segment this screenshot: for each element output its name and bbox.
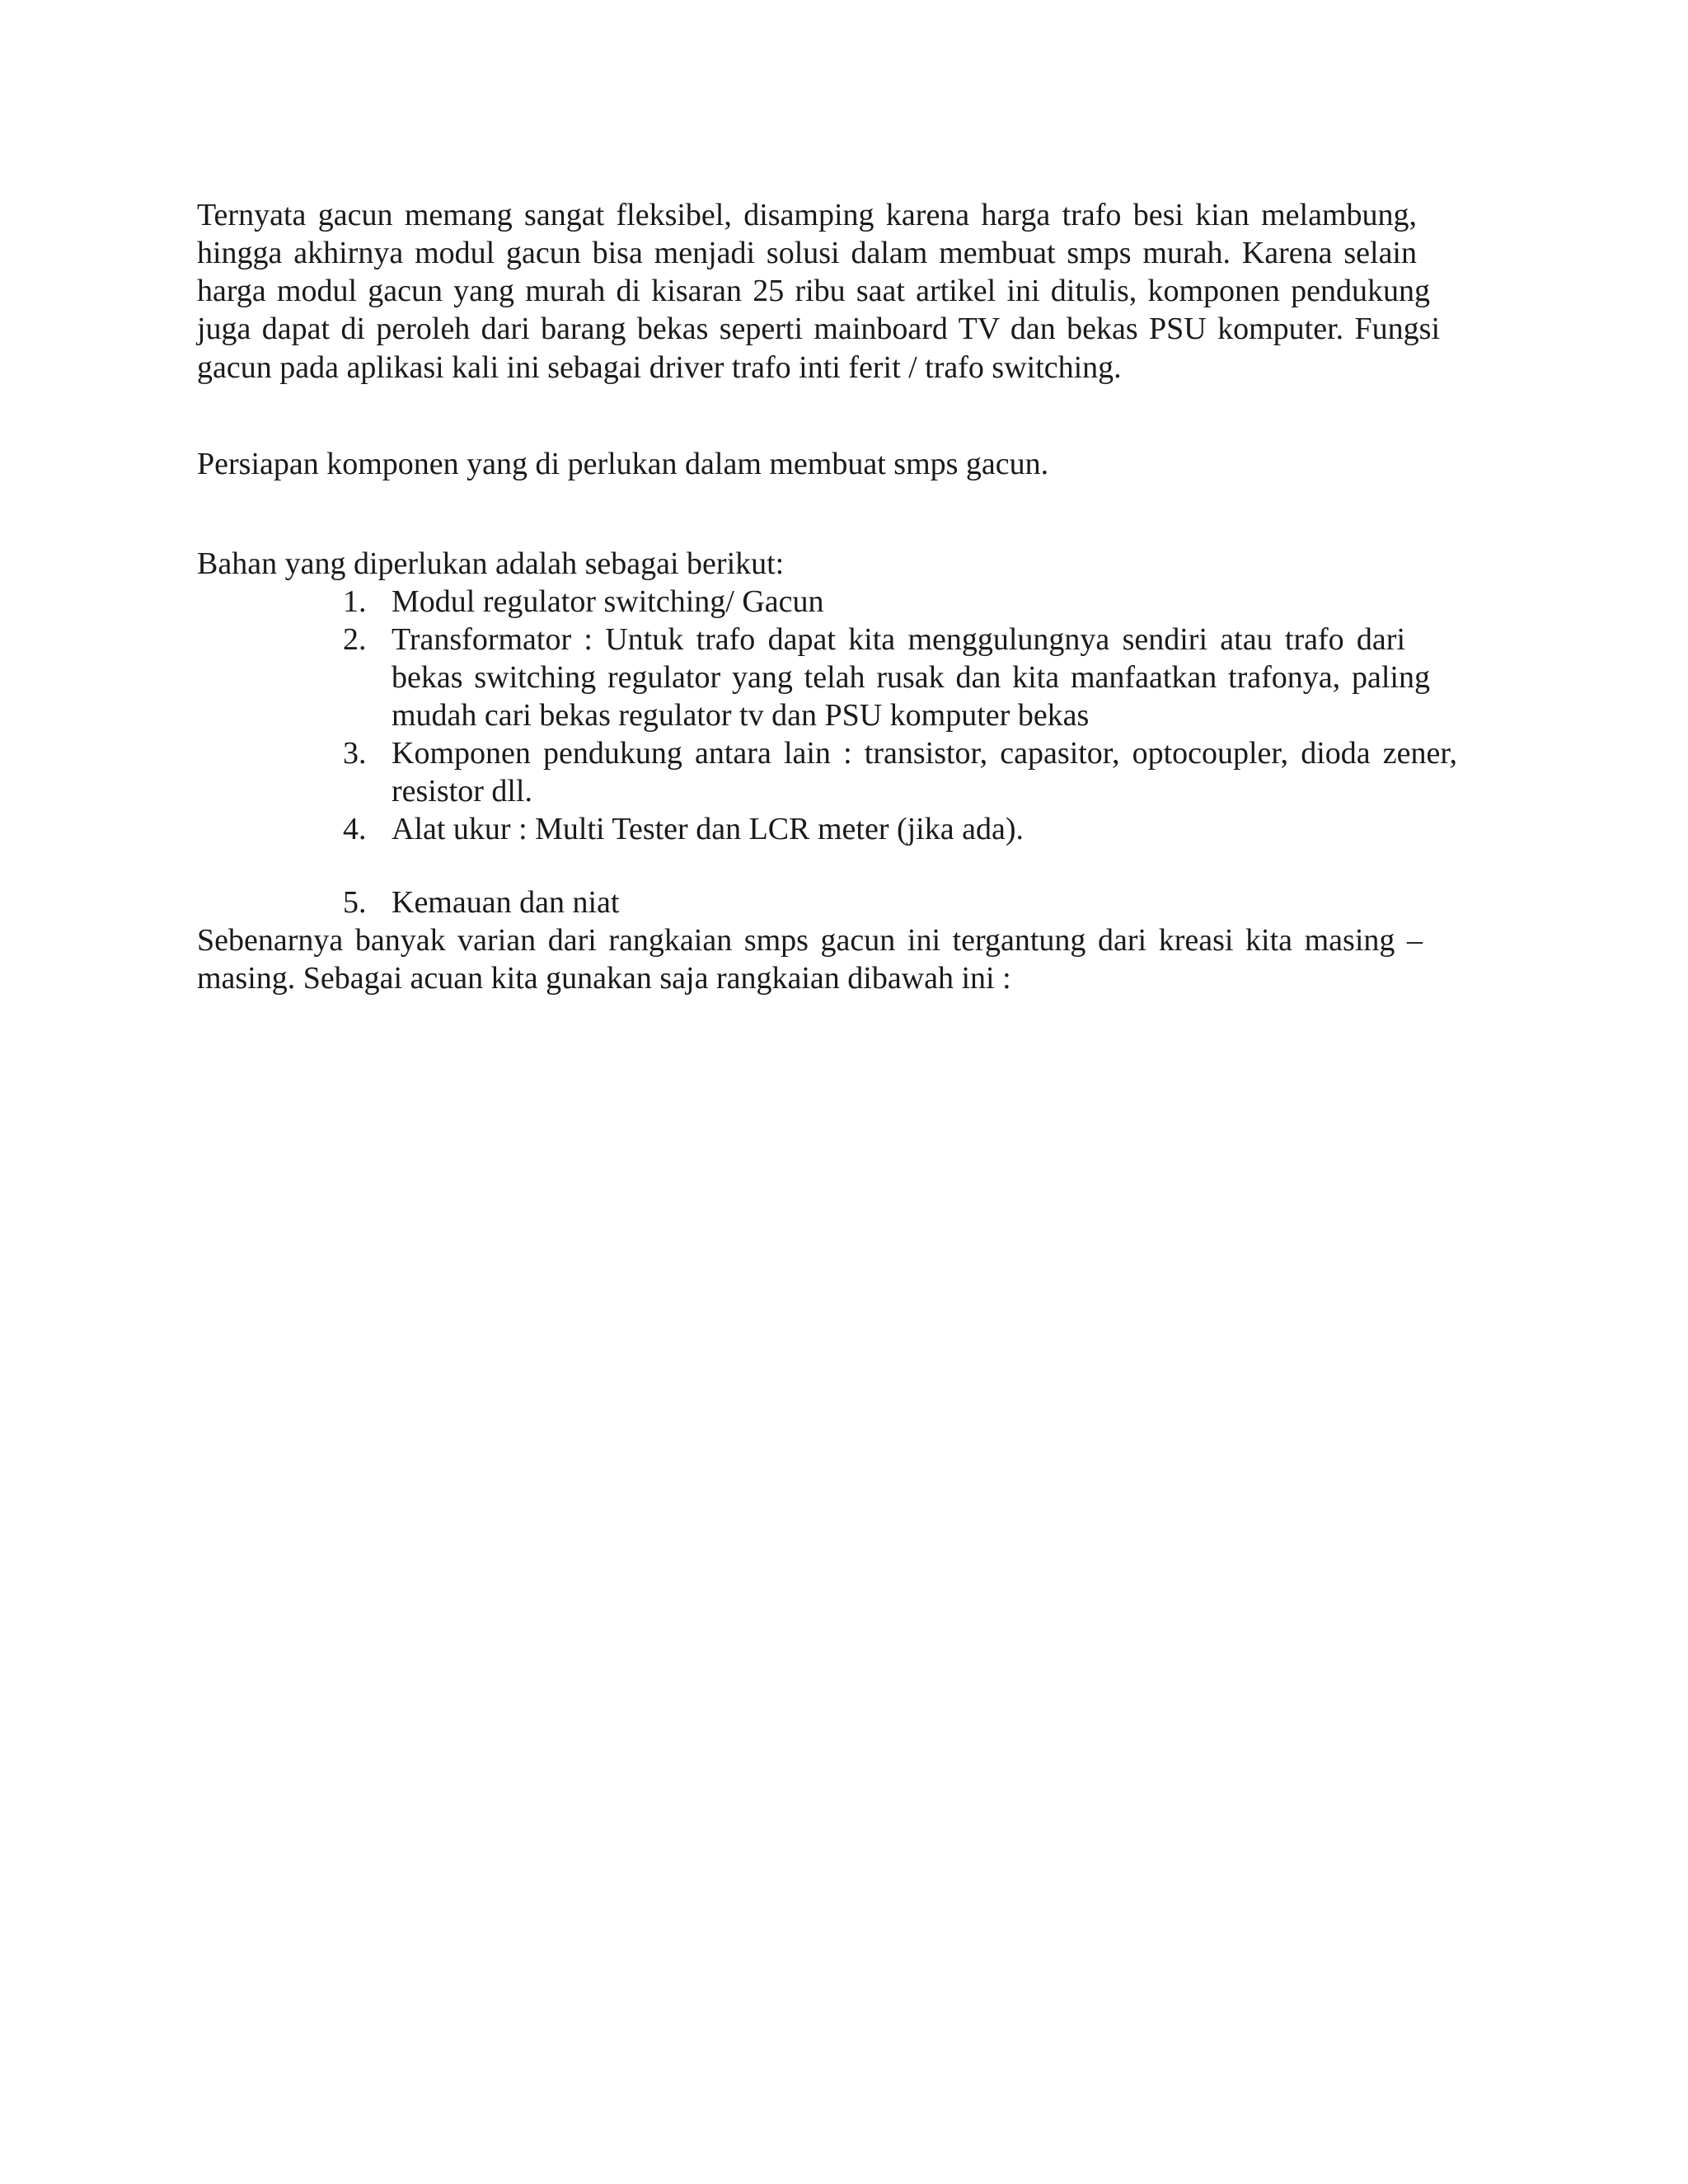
list-item-number: 4. [343,812,367,846]
text-line: harga modul gacun yang murah di kisaran 25 ribu saat artikel ini ditulis, komponen pendukung [197,274,1430,308]
list-item-number: 5. [343,885,367,920]
list-item-text: resistor dll. [392,774,532,808]
list-item-text: mudah cari bekas regulator tv dan PSU komputer bekas [392,698,1090,733]
text-line: hingga akhirnya modul gacun bisa menjadi solusi dalam membuat smps murah. Karena selain [197,236,1417,270]
list-item-text: Modul regulator switching/ Gacun [392,584,824,619]
text-line: masing. Sebagai acuan kita gunakan saja rangkaian dibawah ini : [197,961,1011,996]
text-line: juga dapat di peroleh dari barang bekas seperti mainboard TV dan bekas PSU komputer. Fungsi [197,312,1440,346]
list-item-text: bekas switching regulator yang telah rusak dan kita manfaatkan trafonya, paling [392,660,1430,695]
list-item-text: Alat ukur : Multi Tester dan LCR meter (jika ada). [392,812,1024,846]
list-item-number: 1. [343,584,367,619]
list-item-number: 2. [343,622,367,657]
list-item-text: Kemauan dan niat [392,885,620,920]
text-line: Ternyata gacun memang sangat fleksibel, disamping karena harga trafo besi kian melambung, [197,198,1417,232]
text-line: gacun pada aplikasi kali ini sebagai driver trafo inti ferit / trafo switching. [197,350,1122,385]
text-line: Sebenarnya banyak varian dari rangkaian smps gacun ini tergantung dari kreasi kita masing – [197,923,1423,958]
list-item-text: Transformator : Untuk trafo dapat kita menggulungnya sendiri atau trafo dari [392,622,1405,657]
list-intro: Bahan yang diperlukan adalah sebagai berikut: [197,546,785,581]
list-item-number: 3. [343,736,367,771]
list-item-text: Komponen pendukung antara lain : transistor, capasitor, optocoupler, dioda zener, [392,736,1457,771]
paragraph-preparation: Persiapan komponen yang di perlukan dalam membuat smps gacun. [197,447,1049,481]
